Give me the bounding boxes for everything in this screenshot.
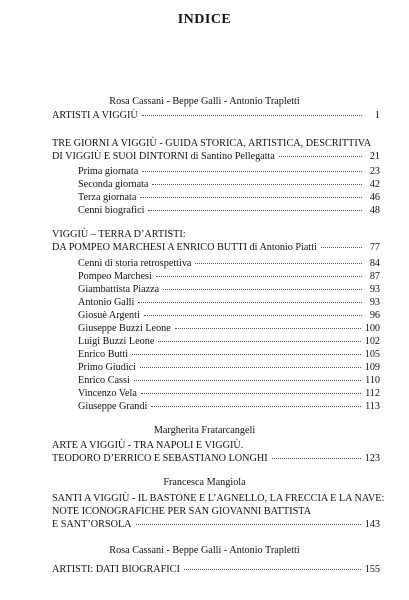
section-authors: Rosa Cassani - Beppe Galli - Antonio Trapletti — [109, 96, 300, 107]
dot-leader — [141, 393, 361, 394]
toc-subentry[interactable] — [78, 258, 380, 271]
entry-title-with-author — [52, 151, 275, 162]
dot-leader — [184, 569, 361, 570]
toc-subentry[interactable] — [78, 388, 380, 401]
dot-leader — [156, 276, 362, 277]
dot-leader — [144, 315, 362, 316]
page-number: 102 — [364, 336, 380, 347]
toc-subentry[interactable] — [78, 166, 380, 179]
page-number: 155 — [364, 564, 380, 575]
subentry-title: Vincenzo Vela — [78, 388, 137, 399]
page-number: 23 — [369, 166, 380, 177]
page-number: 100 — [364, 323, 380, 334]
subentry-title: Prima giornata — [78, 166, 139, 177]
section-authors: Margherita Fratarcangeli — [153, 425, 256, 436]
page-number: 42 — [369, 179, 380, 190]
subentry-title: Cenni di storia retrospettiva — [78, 258, 192, 269]
page-number: 46 — [369, 192, 380, 203]
dot-leader — [163, 289, 362, 290]
page-number: 87 — [369, 271, 380, 282]
toc-subentry[interactable] — [78, 192, 380, 205]
page-number: 84 — [369, 258, 380, 269]
page-title: INDICE — [177, 12, 232, 27]
toc-entry[interactable] — [52, 519, 380, 532]
entry-heading-line: NOTE ICONOGRAFICHE PER SAN GIOVANNI BATTISTA — [52, 506, 312, 517]
dot-leader — [175, 328, 361, 329]
toc-subentry[interactable] — [78, 310, 380, 323]
toc-subentry[interactable] — [78, 323, 380, 336]
subentry-title: Enrico Butti — [78, 349, 129, 360]
subentry-title: Seconda giornata — [78, 179, 149, 190]
dot-leader — [136, 524, 361, 525]
page-number: 109 — [364, 362, 380, 373]
page-number: 21 — [369, 151, 380, 162]
entry-author: di Antonio Piatti — [249, 242, 317, 253]
entry-title: ARTISTI A VIGGIÙ — [52, 110, 138, 121]
subentry-title: Enrico Cassi — [78, 375, 130, 386]
subentry-title: Terza giornata — [78, 192, 137, 203]
entry-author: di Santino Pellegatta — [190, 151, 275, 162]
dot-leader — [279, 156, 362, 157]
section-authors: Francesca Mangiola — [163, 477, 246, 488]
subentry-title: Giuseppe Grandi — [78, 401, 148, 412]
dot-leader — [151, 406, 361, 407]
page-number: 93 — [369, 297, 380, 308]
toc-subentry[interactable] — [78, 401, 380, 414]
entry-heading-line: SANTI A VIGGIÙ - IL BASTONE E L’AGNELLO, LA FRECCIA E LA NAVE: — [52, 493, 385, 504]
page-number: 1 — [374, 110, 380, 121]
page-number: 143 — [364, 519, 380, 530]
page-number: 123 — [364, 453, 380, 464]
dot-leader — [142, 115, 362, 116]
entry-title: E SANT’ORSOLA — [52, 519, 132, 530]
subentry-title: Cenni biografici — [78, 205, 145, 216]
subentry-title: Giuseppe Buzzi Leone — [78, 323, 171, 334]
dot-leader — [142, 171, 362, 172]
dot-leader — [140, 367, 361, 368]
toc-subentry[interactable] — [78, 205, 380, 218]
page-number: 112 — [365, 388, 380, 399]
toc-entry[interactable] — [52, 242, 380, 255]
entry-title: TEODORO D’ERRICO E SEBASTIANO LONGHI — [52, 453, 268, 464]
page-number: 96 — [369, 310, 380, 321]
section-authors: Rosa Cassani - Beppe Galli - Antonio Trapletti — [109, 545, 300, 556]
toc-entry[interactable] — [52, 564, 380, 577]
subentry-title: Giambattista Piazza — [78, 284, 160, 295]
page-number: 93 — [369, 284, 380, 295]
page-number: 77 — [369, 242, 380, 253]
entry-title-with-author — [52, 242, 317, 253]
subentry-title: Primo Giudici — [78, 362, 137, 373]
toc-subentry[interactable] — [78, 362, 380, 375]
entry-title: ARTISTI: DATI BIOGRAFICI — [52, 564, 180, 575]
subentry-title: Luigi Buzzi Leone — [78, 336, 155, 347]
entry-title: DA POMPEO MARCHESI A ENRICO BUTTI — [52, 242, 247, 253]
dot-leader — [138, 302, 362, 303]
dot-leader — [195, 263, 362, 264]
page-number: 105 — [364, 349, 380, 360]
page-number: 113 — [365, 401, 380, 412]
entry-heading-line: ARTE A VIGGIÙ - TRA NAPOLI E VIGGIÙ. — [52, 440, 244, 451]
entry-heading-line: TRE GIORNI A VIGGIÙ - GUIDA STORICA, ARTISTICA, DESCRITTIVA — [52, 138, 372, 149]
toc-subentry[interactable] — [78, 284, 380, 297]
entry-heading-line: VIGGIÙ – TERRA D’ARTISTI: — [52, 229, 186, 240]
dot-leader — [158, 341, 360, 342]
subentry-title: Pompeo Marchesi — [78, 271, 152, 282]
entry-title: DI VIGGIÙ E SUOI DINTORNI — [52, 151, 189, 162]
dot-leader — [152, 184, 362, 185]
dot-leader — [272, 458, 361, 459]
toc-subentry[interactable] — [78, 336, 380, 349]
subentry-title: Giosuè Argenti — [78, 310, 140, 321]
toc-entry[interactable] — [52, 110, 380, 123]
toc-subentry[interactable] — [78, 297, 380, 310]
page-number: 48 — [369, 205, 380, 216]
page-number: 110 — [365, 375, 380, 386]
toc-subentry[interactable] — [78, 375, 380, 388]
toc-subentry[interactable] — [78, 271, 380, 284]
dot-leader — [148, 210, 362, 211]
subentry-title: Antonio Galli — [78, 297, 135, 308]
dot-leader — [321, 247, 362, 248]
toc-entry[interactable] — [52, 453, 380, 466]
toc-subentry[interactable] — [78, 179, 380, 192]
toc-entry[interactable] — [52, 151, 380, 164]
dot-leader — [132, 354, 361, 355]
toc-subentry[interactable] — [78, 349, 380, 362]
dot-leader — [134, 380, 361, 381]
dot-leader — [140, 197, 362, 198]
